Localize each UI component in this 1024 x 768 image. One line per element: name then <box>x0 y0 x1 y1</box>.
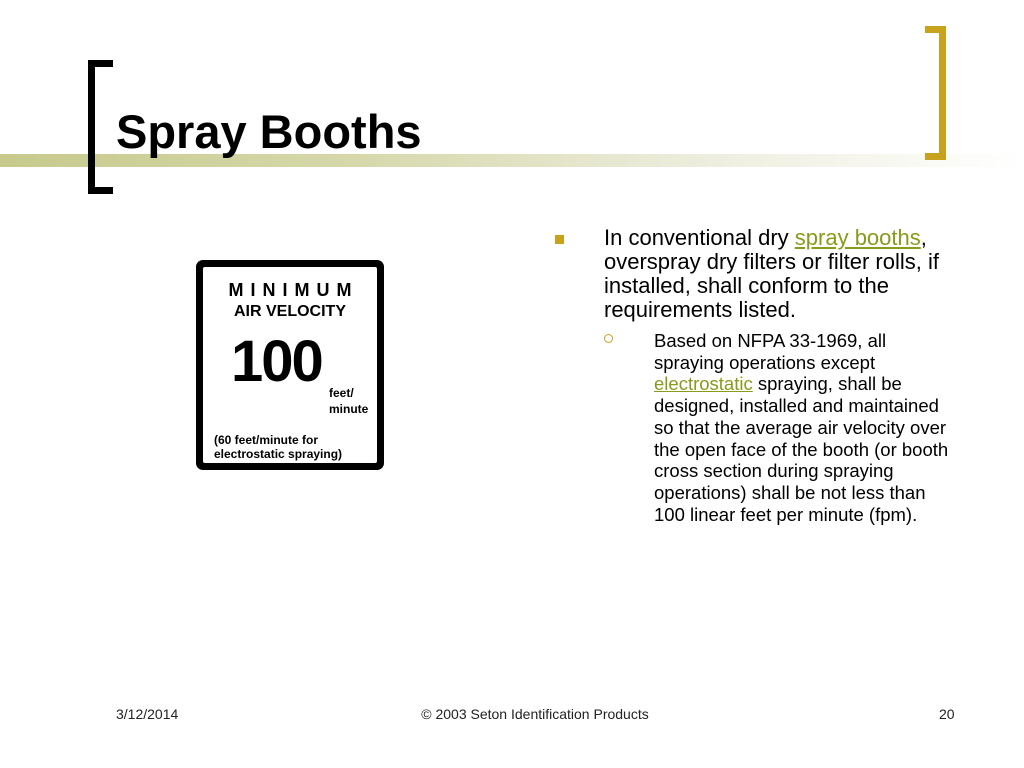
spray-booths-link[interactable]: spray booths <box>794 225 921 250</box>
left-bracket-decor <box>88 60 113 194</box>
sign-unit <box>329 385 368 417</box>
sign-note <box>214 433 342 461</box>
minimum-air-velocity-sign <box>196 260 384 470</box>
footer-date: 3/12/2014 <box>116 706 179 722</box>
sign-unit-line2: minute <box>329 402 369 416</box>
circle-bullet-icon <box>604 334 613 343</box>
slide-title: Spray Booths <box>116 105 422 158</box>
square-bullet-icon <box>555 235 564 244</box>
bullet-text-prefix: In conventional dry <box>604 225 795 250</box>
footer-copyright: © 2003 Seton Identification Products <box>421 706 649 722</box>
sub-bullet-text-suffix: spraying, shall be designed, installed and maintained so that the average air velocity over the open face of the booth (or booth cross section during spraying operations) shall be not less than 100 linear feet per minute (fpm). <box>654 373 949 525</box>
bullet-text-suffix: , overspray dry filters or filter rolls, if installed, shall conform to the requirements listed. <box>604 225 939 322</box>
sign-panel <box>203 267 377 463</box>
sign-unit-line1: feet/ <box>329 386 354 400</box>
slide-body <box>550 226 960 525</box>
sub-bullet-item <box>550 330 960 525</box>
sign-subheading: AIR VELOCITY <box>233 303 346 320</box>
electrostatic-link[interactable]: electrostatic <box>654 373 753 395</box>
sign-number: 100 <box>231 329 322 394</box>
sign-note-line2: electrostatic spraying) <box>214 447 343 461</box>
bullet-item <box>550 226 960 322</box>
sub-bullet-text-prefix: Based on NFPA 33-1969, all spraying operations except <box>654 330 887 373</box>
sign-heading: MINIMUM <box>228 280 359 300</box>
footer-page-number: 20 <box>939 706 955 722</box>
sign-note-line1: (60 feet/minute for <box>214 433 319 447</box>
right-bracket-decor <box>925 26 946 160</box>
